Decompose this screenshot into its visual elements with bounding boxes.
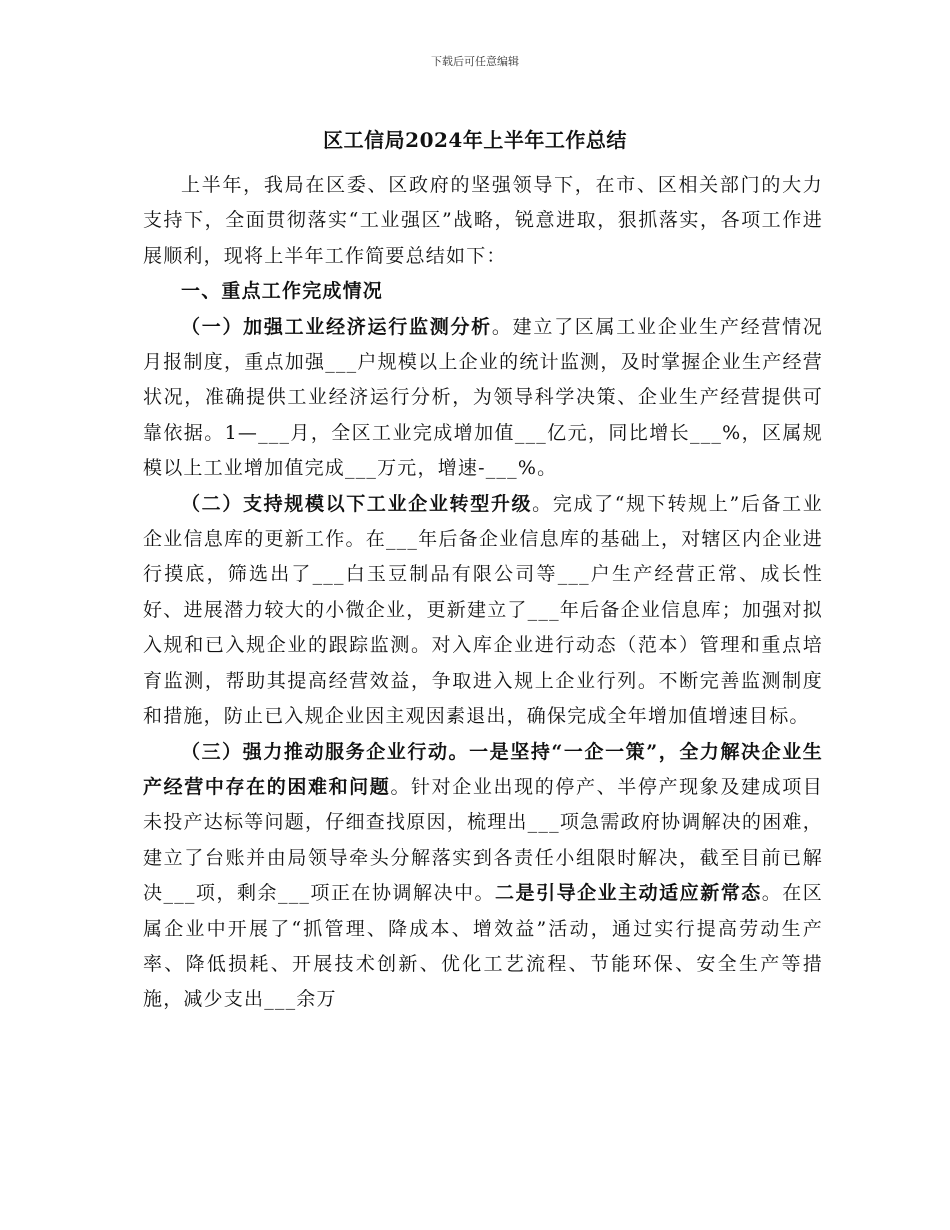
paragraph-item-1	[143, 310, 823, 487]
document-title: 区工信局2024年上半年工作总结	[323, 128, 627, 152]
item-2-text: 。完成了“规下转规上”后备工业企业信息库的更新工作。在___年后备企业信息库的基础上，对辖区内企业进行摸底，筛选出了___白玉豆制品有限公司等___户生产经营正常、成长性好、进展潜力较大的小微企业，更新建立了___年后备企业信息库；加强对拟入规和已入规企业的跟踪监测。对入库企业进行动态（范本）管理和重点培育监测，帮助其提高经营效益，争取进入规上企业行列。不断完善监测制度和措施，防止已入规企业因主观因素退出，确保完成全年增加值增速目标。	[143, 492, 823, 728]
item-3-lead-2: 二是引导企业主动适应新常态	[495, 882, 762, 905]
item-2-lead: （二）支持规模以下工业企业转型升级	[181, 492, 533, 515]
item-1-text: 。建立了区属工业企业生产经营情况月报制度，重点加强___户规模以上企业的统计监测，及时掌握企业生产经营状况，准确提供工业经济运行分析，为领导科学决策、企业生产经营提供可靠依据。1—___月，全区工业完成增加值___亿元，同比增长___%，区属规模以上工业增加值完成___万元，增速-___%。	[143, 315, 823, 480]
section-heading: 一、重点工作完成情况	[181, 280, 384, 303]
item-1-lead: （一）加强工业经济运行监测分析	[181, 315, 492, 338]
header-note: 下载后可任意编辑	[431, 55, 519, 68]
paragraph-item-2	[143, 487, 823, 735]
paragraph-item-3	[143, 735, 823, 1018]
item-3-text: 。针对企业出现的停产、半停产现象及建成项目未投产达标等问题，仔细查找原因，梳理出___项急需政府协调解决的困难，建立了台账并由局领导牵头分解落实到各责任小组限时解决，截至目前已解决___项，剩余___项正在协调解决中。	[143, 775, 824, 905]
item-3-lead: （三）强力推动服务企业行动。一是坚持“一企一策”，全力解决企业生产经营中存在的困难和问题	[143, 740, 823, 798]
document-body	[143, 168, 823, 1018]
intro-paragraph: 上半年，我局在区委、区政府的坚强领导下，在市、区相关部门的大力支持下，全面贯彻落实“工业强区”战略，锐意进取，狠抓落实，各项工作进展顺利，现将上半年工作简要总结如下：	[143, 174, 823, 267]
item-3-text-2: 。在区属企业中开展了“抓管理、降成本、增效益”活动，通过实行提高劳动生产率、降低损耗、开展技术创新、优化工艺流程、节能环保、安全生产等措施，减少支出___余万	[143, 882, 823, 1011]
